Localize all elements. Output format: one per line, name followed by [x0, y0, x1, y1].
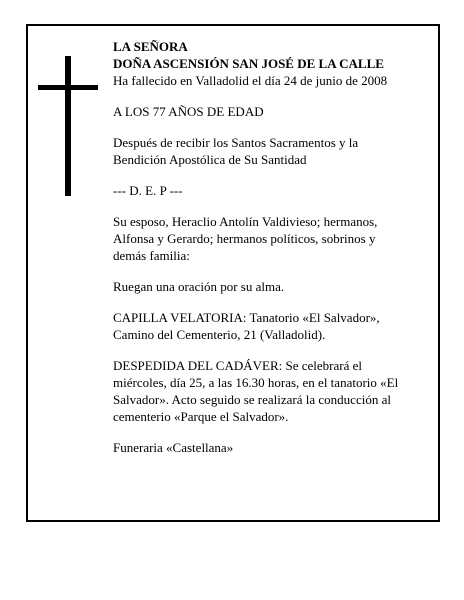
prayer-line: Ruegan una oración por su alma.: [113, 279, 285, 294]
farewell-line-4: cementerio «Parque el Salvador».: [113, 409, 289, 424]
sacraments-line-2: Bendición Apostólica de Su Santidad: [113, 152, 307, 167]
age-line: A LOS 77 AÑOS DE EDAD: [113, 104, 264, 119]
sacraments-block: [113, 134, 431, 168]
rip-line: --- D. E. P ---: [113, 183, 183, 198]
sacraments-line-1: Después de recibir los Santos Sacramentos y la: [113, 135, 359, 150]
farewell-block: [113, 357, 431, 425]
death-info: Ha fallecido en Valladolid el día 24 de junio de 2008: [113, 73, 388, 88]
farewell-line-1: DESPEDIDA DEL CADÁVER: Se celebrará el: [113, 358, 362, 373]
chapel-line-2: Camino del Cementerio, 21 (Valladolid).: [113, 327, 326, 342]
farewell-line-3: Salvador». Acto seguido se realizará la conducción al: [113, 392, 391, 407]
funeral-home-line: Funeraria «Castellana»: [113, 440, 234, 455]
cross-vertical-bar: [65, 56, 71, 196]
chapel-line-1: CAPILLA VELATORIA: Tanatorio «El Salvador»,: [113, 310, 380, 325]
cross-horizontal-bar: [38, 85, 98, 90]
chapel-block: [113, 309, 431, 343]
deceased-name: DOÑA ASCENSIÓN SAN JOSÉ DE LA CALLE: [113, 56, 384, 71]
header-block: [113, 38, 431, 89]
obituary-text: [113, 38, 431, 470]
family-line-1: Su esposo, Heraclio Antolín Valdivieso; hermanos,: [113, 214, 378, 229]
title-line: LA SEÑORA: [113, 39, 188, 54]
farewell-line-2: miércoles, día 25, a las 16.30 horas, en el tanatorio «El: [113, 375, 399, 390]
family-line-3: demás familia:: [113, 248, 190, 263]
family-line-2: Alfonsa y Gerardo; hermanos políticos, sobrinos y: [113, 231, 376, 246]
family-block: [113, 213, 431, 264]
